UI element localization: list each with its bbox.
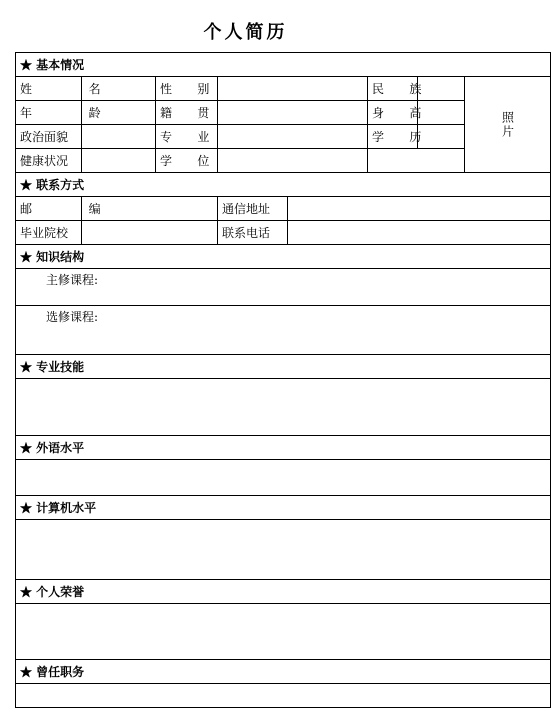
label-health: 健康状况 <box>16 149 82 173</box>
value-major[interactable] <box>218 125 368 149</box>
label-major: 专 业 <box>156 125 218 149</box>
label-education: 学 历 <box>368 125 418 149</box>
value-hometown[interactable] <box>218 101 368 125</box>
label-hometown: 籍 贯 <box>156 101 218 125</box>
value-phone[interactable] <box>288 221 551 245</box>
section-skills-heading: ★ 专业技能 <box>16 355 551 379</box>
required-courses[interactable]: 主修课程: <box>16 269 551 306</box>
page-title: 个人简历 <box>203 22 288 43</box>
label-school: 毕业院校 <box>16 221 82 245</box>
value-extra[interactable] <box>368 149 465 173</box>
language-content[interactable] <box>16 460 551 496</box>
value-health[interactable] <box>82 149 156 173</box>
section-contact-heading: ★ 联系方式 <box>16 173 551 197</box>
skills-content[interactable] <box>16 379 551 436</box>
value-degree[interactable] <box>218 149 368 173</box>
value-political[interactable] <box>82 125 156 149</box>
label-degree: 学 位 <box>156 149 218 173</box>
label-address: 通信地址 <box>218 197 288 221</box>
value-school[interactable] <box>82 221 218 245</box>
photo-box[interactable] <box>465 77 551 173</box>
label-political: 政治面貌 <box>16 125 82 149</box>
section-basic-heading: ★ 基本情况 <box>16 53 551 77</box>
section-computer-heading: ★ 计算机水平 <box>16 496 551 520</box>
section-knowledge-heading: ★ 知识结构 <box>16 245 551 269</box>
label-age: 年 龄 <box>16 101 82 125</box>
resume-table <box>15 52 551 708</box>
value-address[interactable] <box>288 197 551 221</box>
positions-content[interactable] <box>16 684 551 708</box>
computer-content[interactable] <box>16 520 551 580</box>
label-name: 姓 名 <box>16 77 82 101</box>
label-height: 身 高 <box>368 101 418 125</box>
honors-content[interactable] <box>16 604 551 660</box>
label-phone: 联系电话 <box>218 221 288 245</box>
section-language-heading: ★ 外语水平 <box>16 436 551 460</box>
label-gender: 性 别 <box>156 77 218 101</box>
label-ethnicity: 民 族 <box>368 77 418 101</box>
value-gender[interactable] <box>218 77 368 101</box>
elective-courses[interactable]: 选修课程: <box>16 306 551 355</box>
label-postcode: 邮 编 <box>16 197 82 221</box>
section-positions-heading: ★ 曾任职务 <box>16 660 551 684</box>
photo-label: 照片 <box>500 110 515 139</box>
section-honors-heading: ★ 个人荣誉 <box>16 580 551 604</box>
